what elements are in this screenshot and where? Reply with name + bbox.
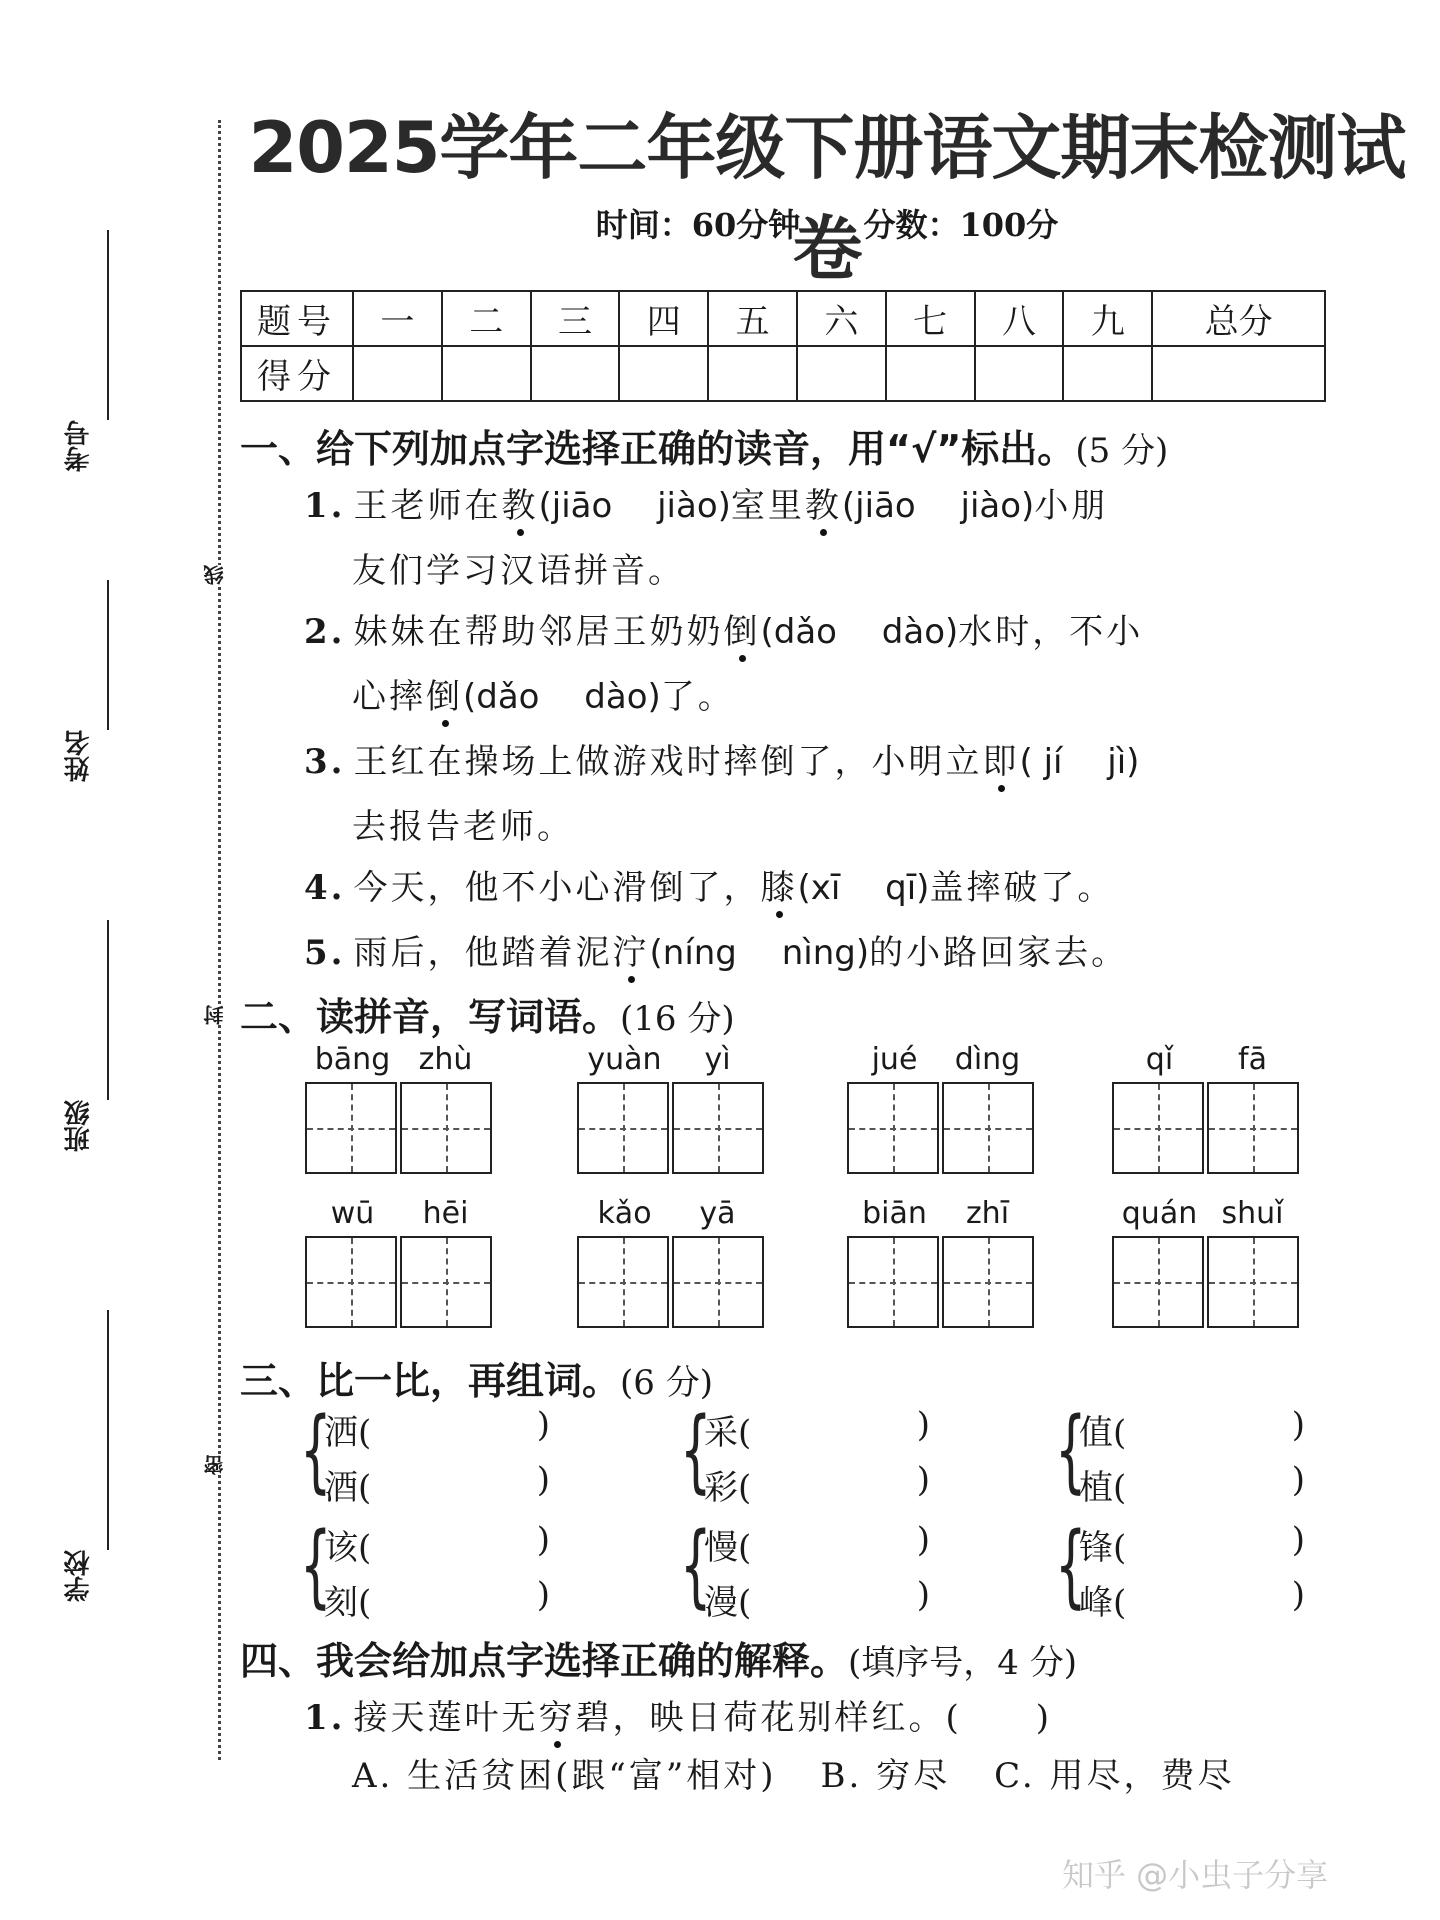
pinyin-syllable: fā <box>1238 1042 1267 1077</box>
blank-line[interactable] <box>107 920 109 1100</box>
side-field-name <box>60 580 210 880</box>
dotted-char: 倒 <box>426 677 463 717</box>
tianzige-box[interactable] <box>942 1082 1034 1174</box>
score-cell[interactable] <box>619 346 708 401</box>
char: 酒 <box>324 1468 358 1508</box>
section-points: (16 分) <box>620 999 735 1039</box>
question-number: 一 <box>353 291 442 346</box>
paren: ( <box>1113 1468 1127 1508</box>
score-label: 分数：100分 <box>863 206 1059 244</box>
pinyin-word-group <box>1112 1196 1302 1328</box>
score-cell[interactable] <box>975 346 1064 401</box>
pinyin-syllable: quán <box>1121 1196 1198 1231</box>
fold-mark: 密 <box>200 1455 236 1475</box>
watermark: 知乎 @小虫子分享 <box>1062 1856 1329 1894</box>
pinyin-word-group <box>847 1042 1037 1174</box>
question-number: 四 <box>619 291 708 346</box>
side-label: 姓名 <box>64 730 94 782</box>
pinyin-syllable: jué <box>871 1042 918 1077</box>
pinyin-syllable: hēi <box>422 1196 469 1231</box>
brace-icon: { <box>300 1398 332 1503</box>
question-text: 室里 <box>730 486 805 526</box>
option-c: C. 用尽，费尽 <box>994 1756 1235 1796</box>
paren: ( <box>358 1468 372 1508</box>
question-text: 王老师在 <box>353 486 502 526</box>
paren: ) <box>536 1575 550 1615</box>
score-cell[interactable] <box>353 346 442 401</box>
section-3-heading <box>240 1350 713 1405</box>
char: 值 <box>1079 1413 1113 1453</box>
question-number: 八 <box>975 291 1064 346</box>
tianzige-box[interactable] <box>400 1082 492 1174</box>
question-text: 的小路回家去。 <box>869 933 1129 973</box>
paren: ) <box>916 1405 930 1445</box>
question-text: 妹妹在帮助邻居王奶奶 <box>353 612 724 652</box>
question-1-line-1 <box>304 478 1108 527</box>
section-title: 三、比一比，再组词。 <box>240 1359 621 1403</box>
side-field-school <box>60 1310 210 1610</box>
question-3-line-1 <box>304 734 1139 783</box>
question-text: 水时，不小 <box>958 612 1144 652</box>
pinyin-syllable: bāng <box>314 1042 391 1077</box>
blank-line[interactable] <box>107 1310 109 1550</box>
section-4-question-1 <box>304 1690 1052 1739</box>
paren: ) <box>1291 1520 1305 1560</box>
blank-line[interactable] <box>107 580 109 730</box>
pinyin-choice[interactable]: ( jí jì) <box>1019 742 1140 782</box>
side-label: 考号 <box>64 420 94 472</box>
question-number: 二 <box>442 291 531 346</box>
dotted-char: 泞 <box>612 933 650 973</box>
brace-icon: { <box>1055 1513 1087 1618</box>
option-a: A. 生活贫困(跟“富”相对) <box>352 1756 777 1796</box>
pinyin-choice[interactable]: (níng nìng) <box>649 933 870 973</box>
paren: ( <box>738 1528 752 1568</box>
char: 慢 <box>704 1528 738 1568</box>
pinyin-word-group <box>305 1042 495 1174</box>
fold-mark: 线 <box>200 565 236 585</box>
compare-pair <box>1055 1513 1305 1630</box>
compare-pair <box>300 1398 550 1515</box>
score-cell[interactable] <box>442 346 531 401</box>
paren: ) <box>916 1460 930 1500</box>
dotted-char: 教 <box>804 486 842 526</box>
question-2-line-1 <box>304 604 1143 653</box>
dotted-char: 教 <box>501 486 539 526</box>
time-label: 时间：60分钟 <box>595 206 801 244</box>
tianzige-box[interactable] <box>577 1082 669 1174</box>
question-number: 3. <box>304 742 346 782</box>
side-label: 学校 <box>64 1550 94 1602</box>
tianzige-box[interactable] <box>1112 1236 1204 1328</box>
pinyin-choice[interactable]: (xī qī) <box>797 868 930 908</box>
paren: ) <box>916 1520 930 1560</box>
paren: ( <box>358 1413 372 1453</box>
question-text: 接天莲叶无 <box>353 1698 539 1738</box>
compare-pair <box>300 1513 550 1630</box>
pinyin-choice[interactable]: (dǎo dào) <box>760 612 959 652</box>
paren: ( <box>1113 1583 1127 1623</box>
row-label: 题号 <box>241 291 353 346</box>
answer-options <box>352 1748 1279 1797</box>
char: 采 <box>704 1413 738 1453</box>
pinyin-choice[interactable]: (dǎo dào) <box>463 677 661 717</box>
tianzige-box[interactable] <box>1112 1082 1204 1174</box>
pinyin-word-group <box>577 1196 767 1328</box>
side-label: 班级 <box>64 1100 94 1152</box>
section-4-heading <box>240 1630 1077 1685</box>
paren: ) <box>916 1575 930 1615</box>
tianzige-box[interactable] <box>847 1236 939 1328</box>
paren: ( <box>738 1583 752 1623</box>
question-1-line-2: 友们学习汉语拼音。 <box>352 551 685 591</box>
paren: ) <box>536 1405 550 1445</box>
char: 植 <box>1079 1468 1113 1508</box>
total-header: 总分 <box>1152 291 1325 346</box>
question-number: 七 <box>886 291 975 346</box>
brace-icon: { <box>680 1398 712 1503</box>
side-field-exam-number <box>60 230 210 530</box>
tianzige-box[interactable] <box>1207 1236 1299 1328</box>
question-number: 五 <box>708 291 797 346</box>
tianzige-box[interactable] <box>305 1082 397 1174</box>
question-2-line-2 <box>352 669 735 718</box>
question-number: 1. <box>304 1698 346 1738</box>
question-text: 小朋 <box>1034 486 1109 526</box>
pinyin-syllable: yì <box>704 1042 731 1077</box>
section-title: 一、给下列加点字选择正确的读音，用“√”标出。 <box>240 427 1076 471</box>
pinyin-syllable: zhī <box>965 1196 1010 1231</box>
question-number: 4. <box>304 868 346 908</box>
question-text: 心摔 <box>352 677 426 717</box>
tianzige-box[interactable] <box>672 1082 764 1174</box>
question-number: 1. <box>304 486 346 526</box>
pinyin-choice[interactable]: (jiāo jiào) <box>538 486 731 526</box>
brace-icon: { <box>300 1513 332 1618</box>
tianzige-box[interactable] <box>305 1236 397 1328</box>
pinyin-syllable: qǐ <box>1145 1042 1174 1077</box>
question-text: 今天，他不小心滑倒了， <box>353 868 761 908</box>
paren: ) <box>1291 1405 1305 1445</box>
pinyin-syllable: dìng <box>954 1042 1021 1077</box>
pinyin-syllable: yā <box>699 1196 736 1231</box>
side-field-class <box>60 920 210 1220</box>
question-number: 三 <box>531 291 620 346</box>
paren: ) <box>1291 1460 1305 1500</box>
compare-pair <box>1055 1398 1305 1515</box>
question-5 <box>304 925 1128 974</box>
question-text: 雨后，他踏着泥 <box>353 933 613 973</box>
pinyin-syllable: biān <box>862 1196 927 1231</box>
char: 彩 <box>704 1468 738 1508</box>
paren: ( <box>1113 1528 1127 1568</box>
score-cell[interactable] <box>886 346 975 401</box>
question-text: 碧，映日荷花别样红。( ) <box>575 1698 1053 1738</box>
score-table-score-row <box>241 346 1325 401</box>
tianzige-box[interactable] <box>400 1236 492 1328</box>
row-label: 得分 <box>241 346 353 401</box>
paren: ) <box>536 1520 550 1560</box>
section-points: (填序号，4 分) <box>848 1643 1077 1683</box>
binding-margin <box>0 0 230 1920</box>
question-3-line-2: 去报告老师。 <box>352 807 574 847</box>
pinyin-syllable: kǎo <box>597 1196 652 1231</box>
exam-meta <box>232 200 1422 246</box>
char: 锋 <box>1079 1528 1113 1568</box>
score-cell[interactable] <box>1063 346 1152 401</box>
brace-icon: { <box>680 1513 712 1618</box>
tianzige-box[interactable] <box>942 1236 1034 1328</box>
section-points: (5 分) <box>1075 431 1169 471</box>
paren: ( <box>358 1583 372 1623</box>
section-title: 二、读拼音，写词语。 <box>240 995 621 1039</box>
tianzige-box[interactable] <box>847 1082 939 1174</box>
question-text: 王红在操场上做游戏时摔倒了，小明立 <box>353 742 983 782</box>
section-points: (6 分) <box>620 1363 713 1403</box>
pinyin-word-group <box>1112 1042 1302 1174</box>
char: 漫 <box>704 1583 738 1623</box>
dotted-char: 膝 <box>760 868 798 908</box>
paren: ) <box>536 1460 550 1500</box>
page-title: 2025学年二年级下册语文期末检测试卷 <box>248 107 1406 290</box>
tianzige-box[interactable] <box>1207 1082 1299 1174</box>
score-cell[interactable] <box>531 346 620 401</box>
question-text: 了。 <box>660 677 735 717</box>
pinyin-word-group <box>577 1042 767 1174</box>
paren: ( <box>358 1528 372 1568</box>
question-number: 九 <box>1063 291 1152 346</box>
pinyin-word-group <box>847 1196 1037 1328</box>
score-table <box>240 290 1326 402</box>
dotted-char: 倒 <box>723 612 761 652</box>
pinyin-syllable: zhù <box>418 1042 473 1077</box>
char: 峰 <box>1079 1583 1113 1623</box>
compare-pair <box>680 1398 930 1515</box>
dotted-char: 穷 <box>538 1698 576 1738</box>
question-text: 盖摔破了。 <box>929 868 1115 908</box>
char: 洒 <box>324 1413 358 1453</box>
blank-line[interactable] <box>107 230 109 420</box>
option-b: B. 穷尽 <box>820 1756 951 1796</box>
char: 该 <box>324 1528 358 1568</box>
pinyin-syllable: wū <box>330 1196 375 1231</box>
section-2-heading <box>240 986 735 1041</box>
paren: ) <box>1291 1575 1305 1615</box>
section-1-heading <box>240 418 1168 473</box>
section-title: 四、我会给加点字选择正确的解释。 <box>240 1639 849 1683</box>
question-number: 5. <box>304 933 346 973</box>
tianzige-box[interactable] <box>672 1236 764 1328</box>
score-cell[interactable] <box>1152 346 1325 401</box>
score-cell[interactable] <box>797 346 886 401</box>
pinyin-choice[interactable]: (jiāo jiào) <box>841 486 1035 526</box>
dotted-char: 即 <box>982 742 1020 782</box>
compare-pair <box>680 1513 930 1630</box>
tianzige-box[interactable] <box>577 1236 669 1328</box>
pinyin-syllable: shuǐ <box>1221 1196 1284 1231</box>
paren: ( <box>1113 1413 1127 1453</box>
pinyin-word-group <box>305 1196 495 1328</box>
paren: ( <box>738 1413 752 1453</box>
score-table-header-row <box>241 291 1325 346</box>
char: 刻 <box>324 1583 358 1623</box>
paren: ( <box>738 1468 752 1508</box>
fold-mark: 封 <box>200 1005 236 1025</box>
question-number: 2. <box>304 612 346 652</box>
pinyin-syllable: yuàn <box>587 1042 662 1077</box>
question-4 <box>304 860 1114 909</box>
brace-icon: { <box>1055 1398 1087 1503</box>
fold-dotted-line <box>218 120 221 1760</box>
score-cell[interactable] <box>708 346 797 401</box>
question-number: 六 <box>797 291 886 346</box>
